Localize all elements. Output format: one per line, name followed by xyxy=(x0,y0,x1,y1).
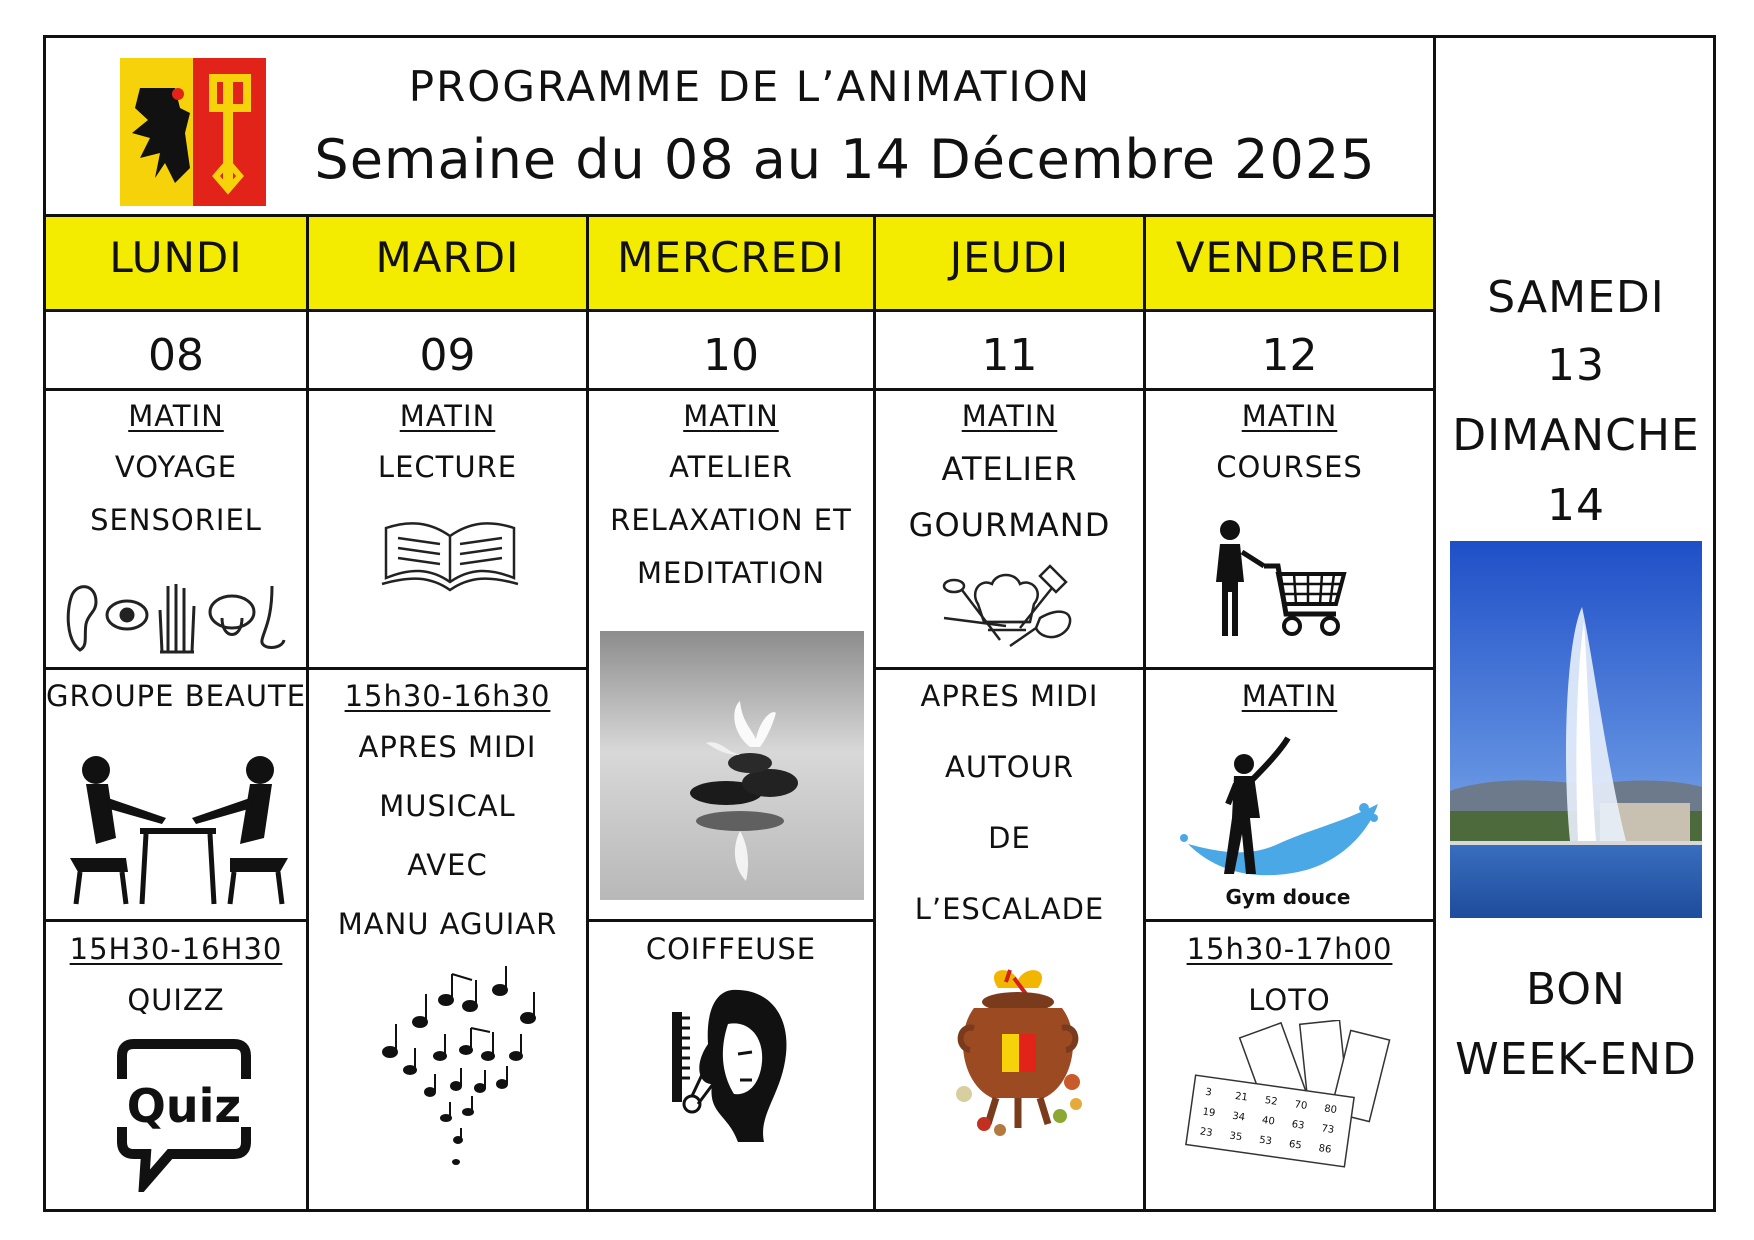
vendredi-morning-cell xyxy=(1146,399,1433,484)
divider xyxy=(43,667,307,670)
mardi-morning-cell xyxy=(309,399,586,484)
weekend-date-samedi: 13 xyxy=(1547,340,1605,391)
gym-douce-text: Gym douce xyxy=(1225,885,1351,909)
activity-title: MEDITATION xyxy=(636,556,826,590)
mardi-afternoon-cell xyxy=(309,679,586,941)
activity-title: GROUPE BEAUTE xyxy=(46,679,307,713)
divider xyxy=(43,309,1436,312)
day-date-mardi: 09 xyxy=(419,330,476,381)
activity-title: MANU AGUIAR xyxy=(337,907,558,941)
divider xyxy=(586,919,875,922)
slot-label: MATIN xyxy=(399,399,496,433)
loto-number: 19 xyxy=(1201,1106,1216,1120)
manicure-icon xyxy=(66,748,292,908)
day-date-vendredi: 12 xyxy=(1261,330,1318,381)
activity-title: L’ESCALADE xyxy=(914,892,1105,926)
hairdresser-icon xyxy=(668,984,798,1144)
divider xyxy=(873,667,1145,670)
lundi-morning-cell xyxy=(46,399,306,537)
activity-title: LECTURE xyxy=(377,450,518,484)
weekend-greeting-line2: WEEK-END xyxy=(1455,1034,1697,1085)
music-notes-icon xyxy=(360,960,560,1170)
activity-title: APRES MIDI xyxy=(358,730,537,764)
activity-title: QUIZZ xyxy=(127,983,225,1017)
loto-number: 52 xyxy=(1264,1095,1279,1108)
quiz-text: Quiz xyxy=(126,1079,242,1133)
loto-number: 70 xyxy=(1293,1099,1308,1112)
loto-number: 34 xyxy=(1231,1110,1246,1124)
loto-number: 3 xyxy=(1204,1086,1213,1099)
loto-number: 80 xyxy=(1323,1103,1338,1117)
slot-label: MATIN xyxy=(1241,399,1338,433)
program-title: PROGRAMME DE L’ANIMATION xyxy=(408,62,1092,111)
activity-title: LOTO xyxy=(1248,983,1331,1017)
mercredi-morning-cell xyxy=(589,399,873,590)
loto-number: 73 xyxy=(1320,1123,1335,1136)
lundi-afternoon-cell xyxy=(46,932,306,1017)
day-date-lundi: 08 xyxy=(148,330,204,381)
week-subtitle: Semaine du 08 au 14 Décembre 2025 xyxy=(314,128,1376,191)
activity-title: GOURMAND xyxy=(908,506,1111,544)
loto-number: 63 xyxy=(1290,1119,1306,1132)
slot-label: MATIN xyxy=(128,399,224,433)
divider xyxy=(43,388,1436,391)
jeudi-morning-cell xyxy=(876,399,1143,544)
vendredi-midday-cell xyxy=(1146,679,1433,713)
activity-title: RELAXATION ET xyxy=(610,503,852,537)
slot-label: MATIN xyxy=(961,399,1058,433)
activity-title: AVEC xyxy=(407,848,488,882)
loto-number: 40 xyxy=(1261,1114,1276,1128)
slot-time: 15h30-16h30 xyxy=(344,679,551,713)
activity-title: APRES MIDI xyxy=(920,679,1099,713)
activity-title: DE xyxy=(988,821,1031,855)
loto-number: 23 xyxy=(1199,1126,1214,1140)
weekend-day-dimanche: DIMANCHE xyxy=(1452,410,1700,461)
day-date-mercredi: 10 xyxy=(703,330,759,381)
slot-time: 15h30-17h00 xyxy=(1186,932,1393,966)
day-name-jeudi: JEUDI xyxy=(949,233,1070,282)
shopping-cart-icon xyxy=(1208,518,1348,640)
activity-title: COURSES xyxy=(1216,450,1363,484)
lundi-midday-cell xyxy=(46,679,307,713)
weekend-day-samedi: SAMEDI xyxy=(1487,272,1665,323)
activity-title: ATELIER xyxy=(669,450,793,484)
loto-cards-icon xyxy=(1180,1020,1406,1176)
five-senses-icon xyxy=(62,580,288,655)
weekend-date-dimanche: 14 xyxy=(1547,480,1605,531)
divider xyxy=(306,667,588,670)
day-name-vendredi: VENDREDI xyxy=(1175,233,1404,282)
vendredi-afternoon-cell xyxy=(1146,932,1433,1017)
open-book-icon xyxy=(380,518,520,598)
marmite-escalade-icon xyxy=(944,964,1094,1144)
divider xyxy=(43,919,307,922)
activity-title: ATELIER xyxy=(941,450,1078,488)
activity-title: MUSICAL xyxy=(379,789,516,823)
loto-number: 53 xyxy=(1258,1134,1273,1148)
zen-stones-photo xyxy=(600,631,864,900)
gym-douce-icon xyxy=(1178,734,1388,914)
loto-number: 21 xyxy=(1234,1090,1249,1104)
divider xyxy=(1143,919,1435,922)
activity-title: AUTOUR xyxy=(945,750,1074,784)
day-date-jeudi: 11 xyxy=(981,330,1038,381)
slot-label: MATIN xyxy=(683,399,779,433)
day-name-mardi: MARDI xyxy=(375,233,520,282)
slot-label: MATIN xyxy=(1241,679,1338,713)
jet-d-eau-photo xyxy=(1450,541,1702,918)
day-name-lundi: LUNDI xyxy=(109,233,243,282)
activity-title: COIFFEUSE xyxy=(645,932,817,966)
weekend-greeting-line1: BON xyxy=(1526,964,1626,1015)
quiz-bubble-icon xyxy=(114,1034,254,1192)
slot-time: 15H30-16H30 xyxy=(69,932,283,966)
divider xyxy=(1143,667,1435,670)
activity-title: SENSORIEL xyxy=(90,503,262,537)
day-name-mercredi: MERCREDI xyxy=(617,233,845,282)
loto-number: 86 xyxy=(1317,1143,1333,1156)
jeudi-afternoon-cell xyxy=(876,679,1143,926)
mercredi-afternoon-cell xyxy=(589,932,873,966)
loto-number: 65 xyxy=(1288,1138,1303,1152)
loto-number: 35 xyxy=(1228,1130,1243,1144)
cooking-utensils-icon xyxy=(940,562,1080,652)
geneva-flag-icon xyxy=(120,58,266,206)
activity-title: VOYAGE xyxy=(114,450,238,484)
